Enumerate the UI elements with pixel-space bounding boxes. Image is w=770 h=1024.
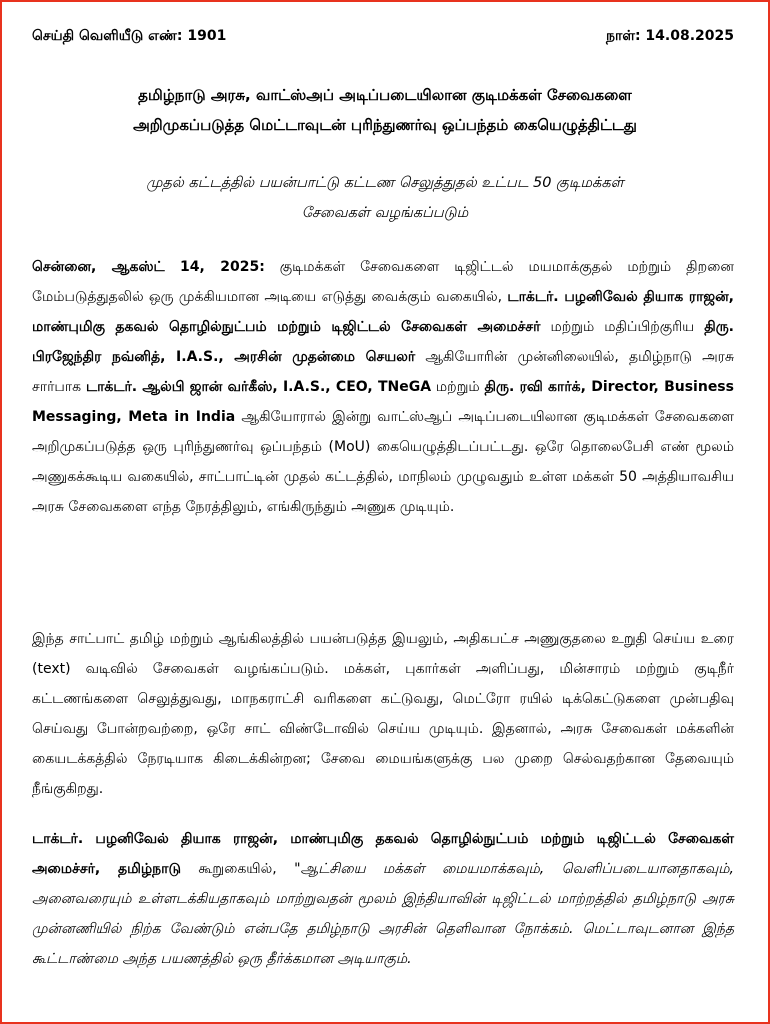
subheadline-line-1: முதல் கட்டத்தில் பயன்பாட்டு கட்டண செலுத்துதல் உட்பட 50 குடிமக்கள்	[146, 175, 624, 191]
paragraph-1	[32, 252, 734, 522]
meta-director-name: திரு. ரவி கார்க், Director, Business Messaging, Meta in India	[32, 379, 734, 425]
dateline: சென்னை, ஆகஸ்ட் 14, 2025:	[32, 259, 265, 275]
paragraph-1-text-5: ஆகியோரால் இன்று வாட்ஸ்ஆப் அடிப்படையிலான குடிமக்கள் சேவைகளை அறிமுகப்படுத்த ஒரு புரிந்துணர்வு ஒப்பந்தம் (MoU) கையெழுத்திடப்பட்டது. ஒரே தொலைபேசி எண் மூலம் அணுகக்கூடிய வகையில், சாட்பாட்டின் முதல் கட்டத்தில், மாநிலம் முழுவதும் உள்ள மக்கள் 50 அத்தியாவசிய அரசு சேவைகளை எந்த நேரத்திலும், எங்கிருந்தும் அணுக முடியும்.	[32, 409, 734, 515]
minister-name: டாக்டர். பழனிவேல் தியாக ராஜன், மாண்புமிகு தகவல் தொழில்நுட்பம் மற்றும் டிஜிட்டல் சேவைகள் அமைச்சர்	[32, 289, 735, 335]
release-number: செய்தி வெளியீடு எண்: 1901	[32, 28, 227, 44]
paragraph-1-text-4: மற்றும்	[431, 379, 485, 395]
secretary-name: திரு. பிரஜேந்திர நவ்னித், I.A.S., அரசின் முதன்மை செயலர்	[32, 319, 734, 365]
headline-line-1: தமிழ்நாடு அரசு, வாட்ஸ்அப் அடிப்படையிலான குடிமக்கள் சேவைகளை	[138, 86, 632, 104]
paragraph-1-text-2: மற்றும் மதிப்பிற்குரிய	[540, 319, 705, 335]
paragraph-1-text-3: ஆகியோரின் முன்னிலையில், தமிழ்நாடு அரசு சார்பாக	[32, 349, 734, 395]
subheadline-line-2: சேவைகள் வழங்கப்படும்	[301, 205, 469, 221]
headline-line-2: அறிமுகப்படுத்த மெட்டாவுடன் புரிந்துணர்வு ஒப்பந்தம் கையெழுத்திட்டது	[133, 116, 637, 134]
ceo-name: டாக்டர். ஆல்பி ஜான் வர்கீஸ், I.A.S., CEO, TNeGA	[85, 379, 432, 395]
release-meta	[32, 28, 734, 46]
release-date: நாள்: 14.08.2025	[606, 28, 734, 44]
paragraph-3-text-1: கூறுகையில்,	[180, 861, 295, 877]
subheadline	[42, 168, 728, 228]
paragraph-2	[32, 624, 734, 804]
headline	[42, 80, 728, 140]
paragraph-3	[32, 824, 734, 974]
minister-quote: "ஆட்சியை மக்கள் மையமாக்கவும், வெளிப்படையானதாகவும், அனைவரையும் உள்ளடக்கியதாகவும் மாற்றுவதன் மூலம் இந்தியாவின் டிஜிட்டல் மாற்றத்தில் தமிழ்நாடு அரசு முன்னணியில் நிற்க வேண்டும் என்பதே தமிழ்நாடு அரசின் தெளிவான நோக்கம். மெட்டாவுடனான இந்த கூட்டாண்மை அந்த பயணத்தில் ஒரு தீர்க்கமான அடியாகும்.	[32, 861, 735, 967]
paragraph-1-text-1: குடிமக்கள் சேவைகளை டிஜிட்டல் மயமாக்குதல் மற்றும் திறனை மேம்படுத்துதலில் ஒரு முக்கியமான அடியை எடுத்து வைக்கும் வகையில்,	[32, 259, 734, 305]
speaker-name: டாக்டர். பழனிவேல் தியாக ராஜன், மாண்புமிகு தகவல் தொழில்நுட்பம் மற்றும் டிஜிட்டல் சேவைகள் அமைச்சர், தமிழ்நாடு	[32, 831, 734, 877]
paragraph-2-text: இந்த சாட்பாட் தமிழ் மற்றும் ஆங்கிலத்தில் பயன்படுத்த இயலும், அதிகபட்ச அணுகுதலை உறுதி செய்ய உரை (text) வடிவில் சேவைகள் வழங்கப்படும். மக்கள், புகார்கள் அளிப்பது, மின்சாரம் மற்றும் குடிநீர் கட்டணங்களை செலுத்துவது, மாநகராட்சி வரிகளை கட்டுவது, மெட்ரோ ரயில் டிக்கெட்டுகளை முன்பதிவு செய்வது போன்றவற்றை, ஒரே சாட் விண்டோவில் செய்ய முடியும். இதனால், அரசு சேவைகள் மக்களின் கையடக்கத்தில் நேரடியாக கிடைக்கின்றன; சேவை மையங்களுக்கு பல முறை செல்வதற்கான தேவையும் நீங்குகிறது.	[32, 631, 734, 797]
